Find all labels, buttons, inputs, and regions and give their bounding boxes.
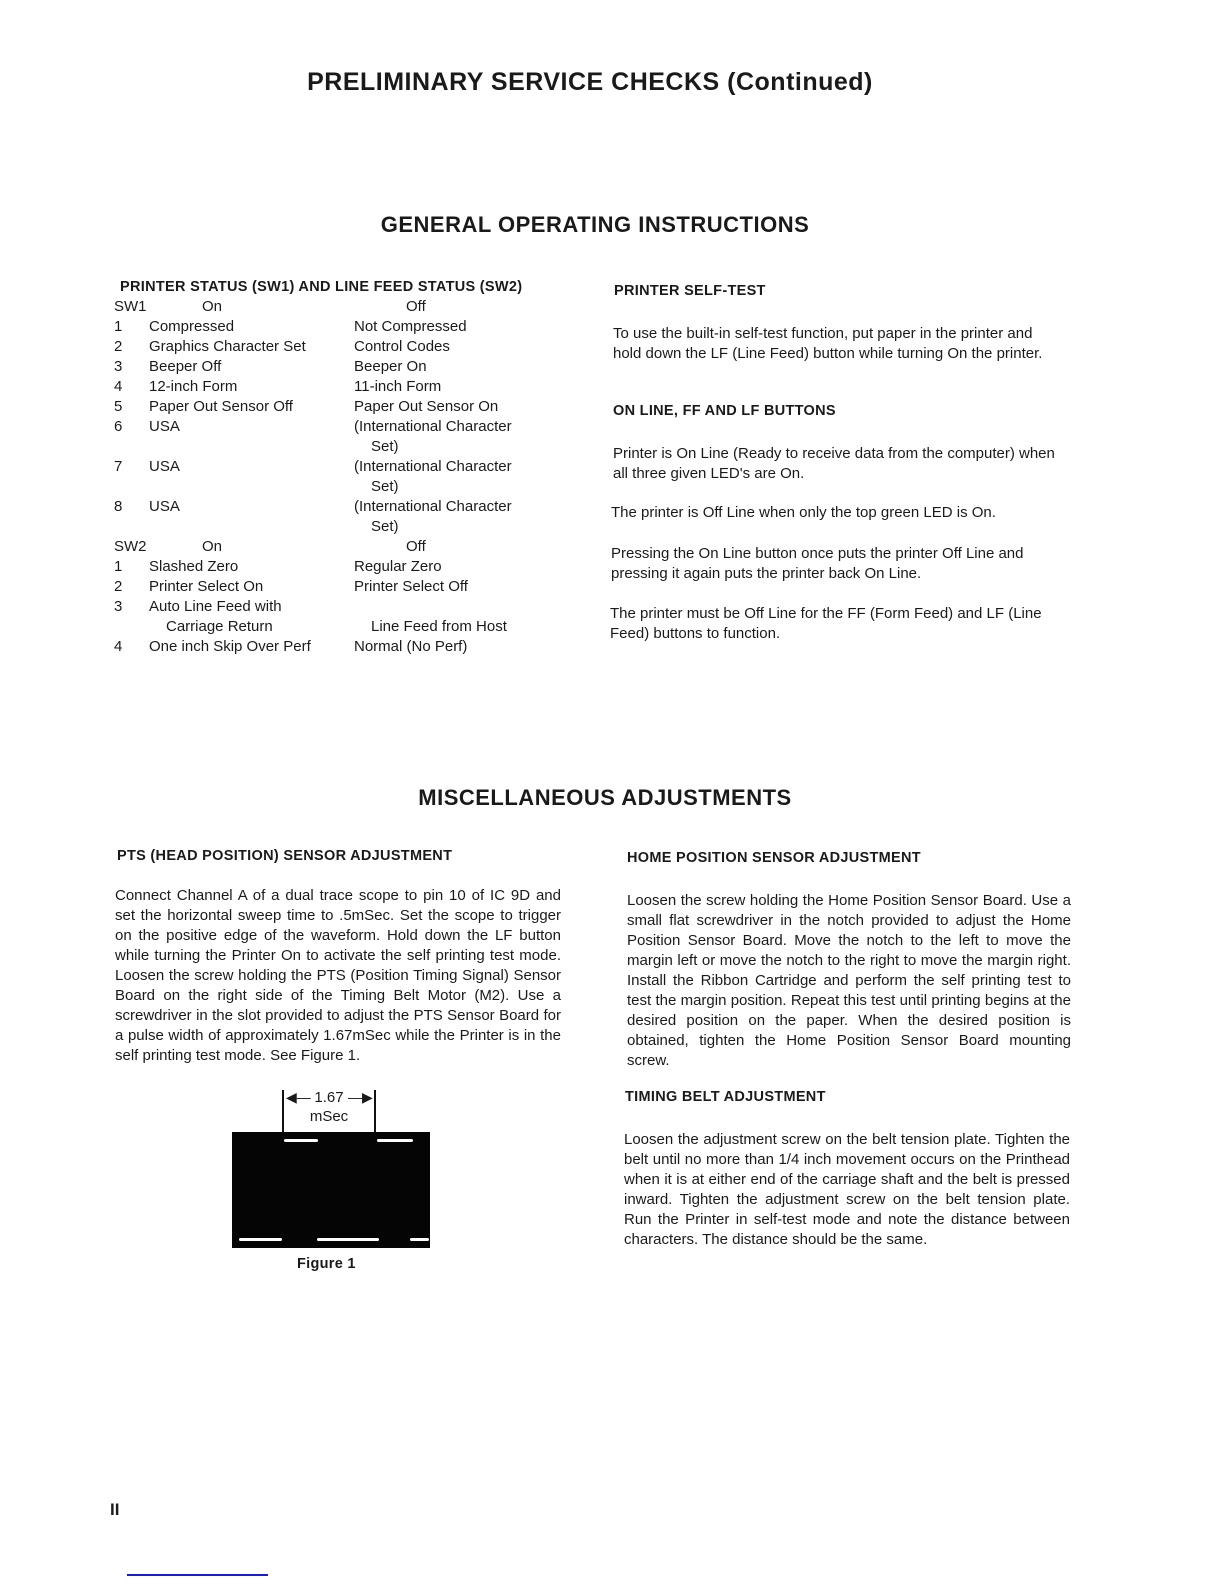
misc-heading: MISCELLANEOUS ADJUSTMENTS — [418, 785, 792, 810]
divider-line — [127, 1574, 268, 1576]
table-row-continued — [114, 477, 584, 497]
on-setting-continued: Carriage Return — [166, 618, 273, 635]
off-setting: Line Feed from Host — [371, 618, 507, 635]
off-setting: 11-inch Form — [354, 378, 442, 395]
buttons-paragraph: The printer must be Off Line for the FF (Form Feed) and LF (Line Feed) buttons to function. — [610, 605, 1042, 642]
switch-number: 2 — [114, 338, 123, 355]
buttons-heading: ON LINE, FF AND LF BUTTONS — [613, 403, 836, 419]
status-table-heading: PRINTER STATUS (SW1) AND LINE FEED STATUS (SW2) — [120, 279, 523, 295]
off-setting: Beeper On — [354, 358, 427, 375]
on-setting: Beeper Off — [149, 358, 222, 375]
switch-number: 8 — [114, 498, 123, 515]
table-header-row — [114, 297, 584, 317]
status-table — [114, 297, 584, 657]
buttons-paragraph: Printer is On Line (Ready to receive data from the computer) when all three given LED's are On. — [613, 445, 1055, 482]
switch-number: 1 — [114, 558, 123, 575]
pts-text: Connect Channel A of a dual trace scope to pin 10 of IC 9D and set the horizontal sweep time to .5mSec. Set the scope to trigger on the positive edge of the waveform. Hold down the LF button while turning the Printer On to activate the self printing test mode. Loosen the screw holding the PTS (Position Timing Signal) Sensor Board on the right side of the Timing Belt Motor (M2). Use a screwdriver in the slot provided to adjust the PTS Sensor Board for a pulse width of approximately 1.67mSec while the Printer is in the self printing test mode. See Figure 1. — [115, 887, 561, 1064]
buttons-paragraph: The printer is Off Line when only the top green LED is On. — [611, 504, 996, 521]
table-row-continued — [114, 437, 584, 457]
off-setting: Control Codes — [354, 338, 450, 355]
figure-unit: mSec — [309, 1108, 349, 1125]
on-label: On — [202, 538, 223, 555]
table-row — [114, 337, 584, 357]
off-setting: (International Character — [354, 418, 512, 435]
table-row — [114, 457, 584, 477]
page-title: PRELIMINARY SERVICE CHECKS (Continued) — [307, 68, 873, 96]
on-setting: USA — [149, 498, 180, 515]
off-setting: (International Character — [354, 458, 512, 475]
table-row — [114, 557, 584, 577]
figure-1-annotation — [282, 1088, 376, 1134]
general-heading: GENERAL OPERATING INSTRUCTIONS — [380, 212, 810, 237]
off-setting: Normal (No Perf) — [354, 638, 468, 655]
off-setting-continued: Set) — [371, 478, 399, 495]
table-row-continued — [114, 517, 584, 537]
page-number: II — [110, 1500, 120, 1519]
table-row — [114, 417, 584, 437]
table-row — [114, 317, 584, 337]
switch-label: SW2 — [114, 538, 147, 555]
off-setting: Regular Zero — [354, 558, 442, 575]
switch-label: SW1 — [114, 298, 147, 315]
off-setting: Paper Out Sensor On — [354, 398, 499, 415]
on-setting: 12-inch Form — [149, 378, 238, 395]
table-row — [114, 577, 584, 597]
pts-heading: PTS (HEAD POSITION) SENSOR ADJUSTMENT — [117, 848, 453, 864]
on-setting: Graphics Character Set — [149, 338, 306, 355]
on-setting: USA — [149, 458, 180, 475]
timing-text: Loosen the adjustment screw on the belt tension plate. Tighten the belt until no more than 1/4 inch movement occurs on the Printhead when it is at either end of the carriage shaft and the belt is pressed inward. Tighten the adjustment screw on the belt tension plate. Run the Printer in self-test mode and note the distance between characters. The distance should be the same. — [624, 1131, 1070, 1248]
arrow-right-icon: —▶ — [348, 1089, 373, 1105]
timing-heading: TIMING BELT ADJUSTMENT — [625, 1089, 826, 1105]
table-row — [114, 397, 584, 417]
table-row — [114, 357, 584, 377]
table-header-row — [114, 537, 584, 557]
switch-number: 4 — [114, 638, 123, 655]
off-setting: Not Compressed — [354, 318, 467, 335]
home-heading: HOME POSITION SENSOR ADJUSTMENT — [627, 850, 921, 866]
table-row — [114, 497, 584, 517]
off-setting-continued: Set) — [371, 438, 399, 455]
table-row-continued — [114, 617, 584, 637]
table-row — [114, 377, 584, 397]
self-test-heading: PRINTER SELF-TEST — [614, 283, 766, 299]
switch-number: 3 — [114, 358, 123, 375]
table-row — [114, 597, 584, 617]
on-setting: USA — [149, 418, 180, 435]
off-setting: (International Character — [354, 498, 512, 515]
self-test-text: To use the built-in self-test function, put paper in the printer and hold down the LF (Line Feed) button while turning On the printer. — [613, 325, 1043, 362]
on-label: On — [202, 298, 223, 315]
on-setting: Slashed Zero — [149, 558, 239, 575]
switch-number: 5 — [114, 398, 123, 415]
on-setting: Paper Out Sensor Off — [149, 398, 293, 415]
switch-number: 7 — [114, 458, 123, 475]
switch-number: 4 — [114, 378, 123, 395]
buttons-paragraph: Pressing the On Line button once puts the printer Off Line and pressing it again puts the printer back On Line. — [611, 545, 1024, 582]
switch-number: 1 — [114, 318, 123, 335]
figure-caption: Figure 1 — [297, 1256, 356, 1272]
on-setting: Compressed — [149, 318, 235, 335]
figure-1-waveform — [232, 1132, 430, 1248]
switch-number: 3 — [114, 598, 123, 615]
on-setting: Printer Select On — [149, 578, 264, 595]
off-setting-continued: Set) — [371, 518, 399, 535]
figure-value: 1.67 — [314, 1089, 344, 1106]
switch-number: 6 — [114, 418, 123, 435]
on-setting: Auto Line Feed with — [149, 598, 282, 615]
off-label: Off — [406, 298, 426, 315]
table-row — [114, 637, 584, 657]
home-text: Loosen the screw holding the Home Position Sensor Board. Use a small flat screwdriver in the notch provided to adjust the Home Position Sensor Board. Move the notch to the left to move the margin left or move the notch to the right to move the margin right. Install the Ribbon Cartridge and perform the self printing test to test the margin position. Repeat this test until printing begins at the desired position on the paper. When the desired position is obtained, tighten the Home Position Sensor Board mounting screw. — [627, 892, 1071, 1069]
switch-number: 2 — [114, 578, 123, 595]
off-label: Off — [406, 538, 426, 555]
on-setting: One inch Skip Over Perf — [149, 638, 311, 655]
off-setting: Printer Select Off — [354, 578, 468, 595]
arrow-left-icon: ◀— — [286, 1089, 311, 1105]
